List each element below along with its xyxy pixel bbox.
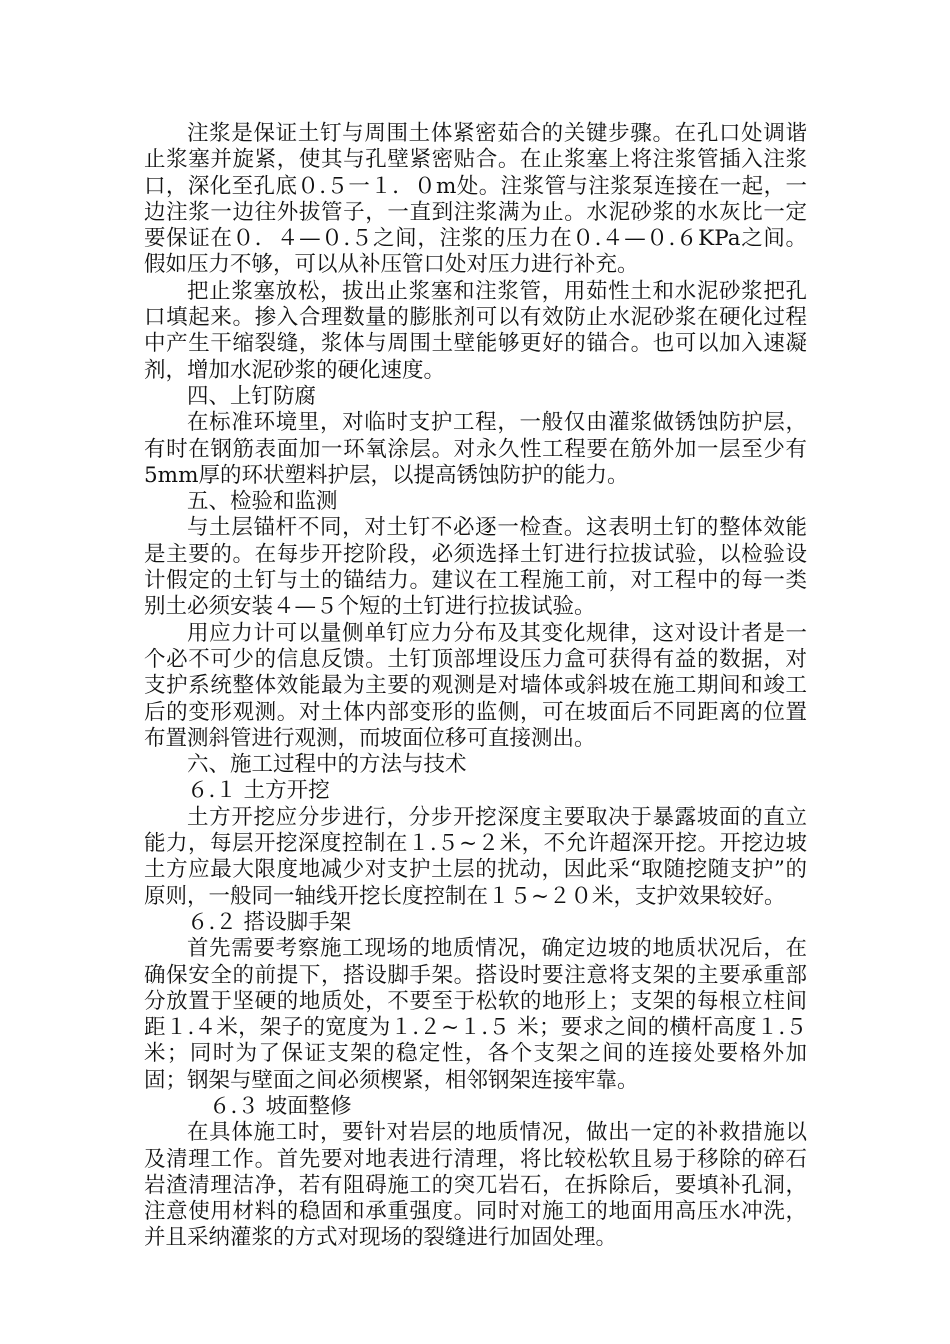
heading-inspection-monitoring: 五、检验和监测 [187,489,338,515]
paragraph-grouting: 注浆是保证土钉与周围土体紧密茹合的关键步骤。在孔口处调谐止浆塞并旋紧，使其与孔壁紧密贴合。在止浆塞上将注浆管插入注浆口，深化至孔底０.５一１．０m处。注浆管与注浆泵连接在一起，一边注浆一边往外拔管子，一直到注浆满为止。水泥砂浆的水灰比一定要保证在０．４—０.５之间，注浆的压力在０.４—０.６KPa之间。假如压力不够，可以从补压管口处对压力进行补充。 [144,121,807,278]
paragraph-pullout-test: 与土层锚杆不同，对土钉不必逐一检查。这表明土钉的整体效能是主要的。在每步开挖阶段，必须选择土钉进行拉拔试验，以检验设计假定的土钉与土的锚结力。建议在工程施工前，对工程中的每一类别土必须安装４—５个短的土钉进行拉拔试验。 [144,515,807,620]
paragraph-slope-trimming: 在具体施工时，要针对岩层的地质情况，做出一定的补救措施以及清理工作。首先要对地表进行清理，将比较松软且易于移除的碎石岩渣清理洁净，若有阻碍施工的突兀岩石，在拆除后，要填补孔洞，注意使用材料的稳固和承重强度。同时对施工的地面用高压水冲洗，并且采纳灌浆的方式对现场的裂缝进行加固处理。 [144,1120,807,1251]
paragraph-scaffolding: 首先需要考察施工现场的地质情况，确定边坡的地质状况后，在确保安全的前提下，搭设脚手架。搭设时要注意将支架的主要承重部分放置于坚硬的地质处，不要至于松软的地形上；支架的每根立柱间距１.４米，架子的宽度为１.２~１.５ 米；要求之间的横杆高度１.５米；同时为了保证支架的稳定性，各个支架之间的连接处要格外加固；钢架与壁面之间必须楔紧，相邻钢架连接牢靠。 [144,936,807,1093]
heading-earth-excavation: ６.１ 土方开挖 [187,778,330,804]
heading-construction-methods: 六、施工过程中的方法与技术 [187,752,467,778]
paragraph-monitoring: 用应力计可以量侧单钉应力分布及其变化规律，这对设计者是一个必不可少的信息反馈。土钉顶部埋设压力盒可获得有益的数据，对支护系统整体效能最为主要的观测是对墙体或斜坡在施工期间和竣工后的变形观测。对土体内部变形的监侧，可在坡面后不同距离的位置布置测斜管进行观测，而坡面位移可直接测出。 [144,620,807,751]
heading-corrosion-protection: 四、上钉防腐 [187,383,317,409]
document-body [144,121,807,1252]
heading-scaffolding: ６.２ 搭设脚手架 [187,909,352,935]
heading-slope-trimming: ６.３ 坡面整修 [209,1093,352,1119]
paragraph-plugging: 把止浆塞放松，拔出止浆塞和注浆管，用茹性土和水泥砂浆把孔口填起来。掺入合理数量的膨胀剂可以有效防止水泥砂浆在硬化过程中产生干缩裂缝，浆体与周围土壁能够更好的锚合。也可以加入速凝剂，增加水泥砂浆的硬化速度。 [144,278,807,383]
paragraph-earth-excavation: 土方开挖应分步进行，分步开挖深度主要取决于暴露坡面的直立能力，每层开挖深度控制在１.５~２米，不允许超深开挖。开挖边坡土方应最大限度地减少对支护土层的扰动，因此采“取随挖随支护”的原则，一般同一轴线开挖长度控制在１５~２０米，支护效果较好。 [144,804,807,909]
paragraph-corrosion-protection: 在标准环境里，对临时支护工程，一般仅由灌浆做锈蚀防护层，有时在钢筋表面加一环氧涂层。对永久性工程要在筋外加一层至少有5mm厚的环状塑料护层，以提高锈蚀防护的能力。 [144,410,807,488]
